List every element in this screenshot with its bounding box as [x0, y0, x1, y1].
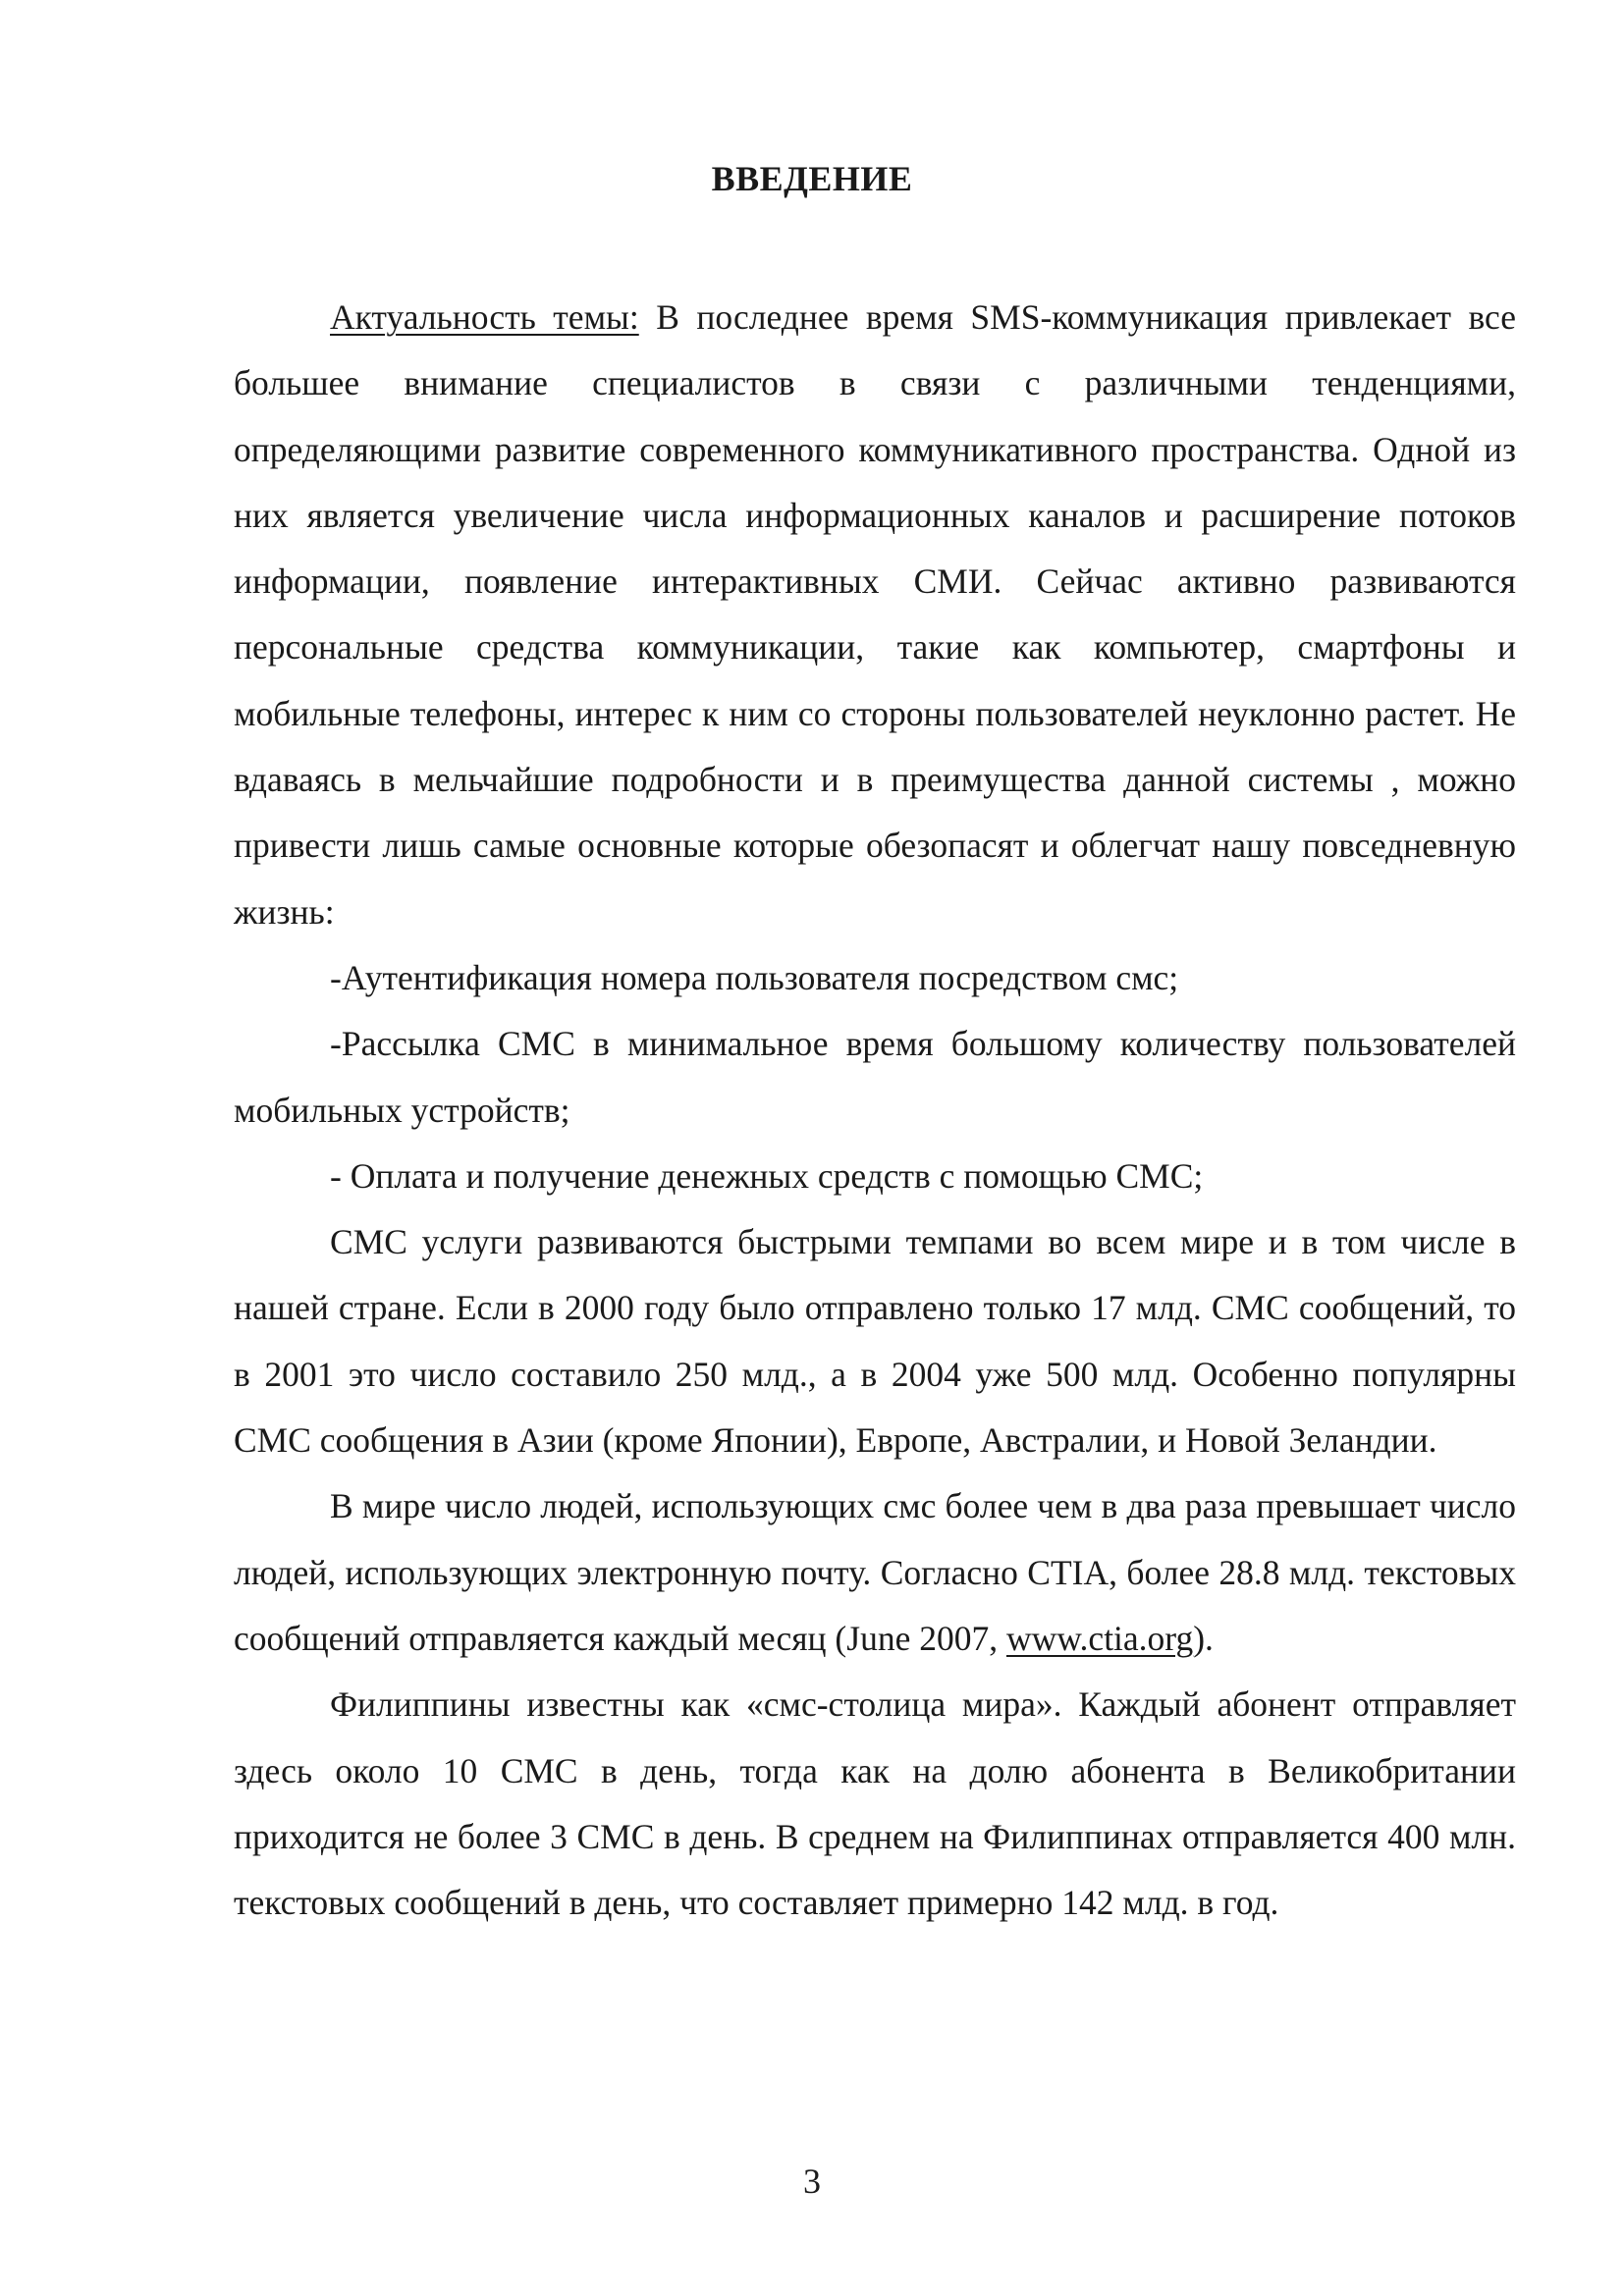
- world-usage-paragraph: [234, 1473, 1516, 1672]
- topic-relevance-label: Актуальность темы:: [330, 297, 639, 337]
- growth-paragraph: СМС услуги развиваются быстрыми темпами во всем мире и в том числе в нашей стране. Если в 2000 году было отправлено только 17 млд. СМС сообщений, то в 2001 это число составило 250 млд., а в 2004 уже 500 млд. Особенно популярны СМС сообщения в Азии (кроме Японии), Европе, Австралии, и Новой Зеландии.: [234, 1222, 1516, 1461]
- philippines-paragraph: Филиппины известны как «смс-столица мира». Каждый абонент отправляет здесь около 10 СМС в день, тогда как на долю абонента в Великобритании приходится не более 3 СМС в день. В среднем на Филиппинах отправляется 400 млн. текстовых сообщений в день, что составляет примерно 142 млд. в год.: [234, 1684, 1516, 1923]
- list-item-authentication: -Аутентификация номера пользователя посредством смс;: [330, 957, 1179, 997]
- intro-text: В последнее время SMS-коммуникация привлекает все большее внимание специалистов в связи с различными тенденциями, определяющими развитие современного коммуникативного пространства. Одной из них является увеличение числа информационных каналов и расширение потоков информации, появление интерактивных СМИ. Сейчас активно развиваются персональные средства коммуникации, такие как компьютер, смартфоны и мобильные телефоны, интерес к ним со стороны пользователей неуклонно растет. Не вдаваясь в мельчайшие подробности и в преимущества данной системы , можно привести лишь самые основные которые обезопасят и облегчат нашу повседневную жизнь:: [234, 297, 1516, 932]
- list-item-mailing: -Рассылка СМС в минимальное время большому количеству пользователей мобильных устройств;: [234, 1024, 1516, 1130]
- document-body: [234, 285, 1516, 1936]
- world-usage-text: В мире число людей, использующих смс более чем в два раза превышает число людей, использующих электронную почту. Согласно CTIA, более 28.8 млд. текстовых сообщений отправляется каждый месяц (June 2007,: [234, 1486, 1516, 1658]
- ctia-link[interactable]: www.ctia.org: [1005, 1618, 1194, 1658]
- section-heading: ВВЕДЕНИЕ: [711, 159, 913, 198]
- intro-paragraph: [234, 285, 1516, 945]
- list-item-payment: - Оплата и получение денежных средств с помощью СМС;: [330, 1155, 1204, 1196]
- world-usage-text-end: ).: [1193, 1618, 1214, 1658]
- page-number: 3: [803, 2162, 821, 2201]
